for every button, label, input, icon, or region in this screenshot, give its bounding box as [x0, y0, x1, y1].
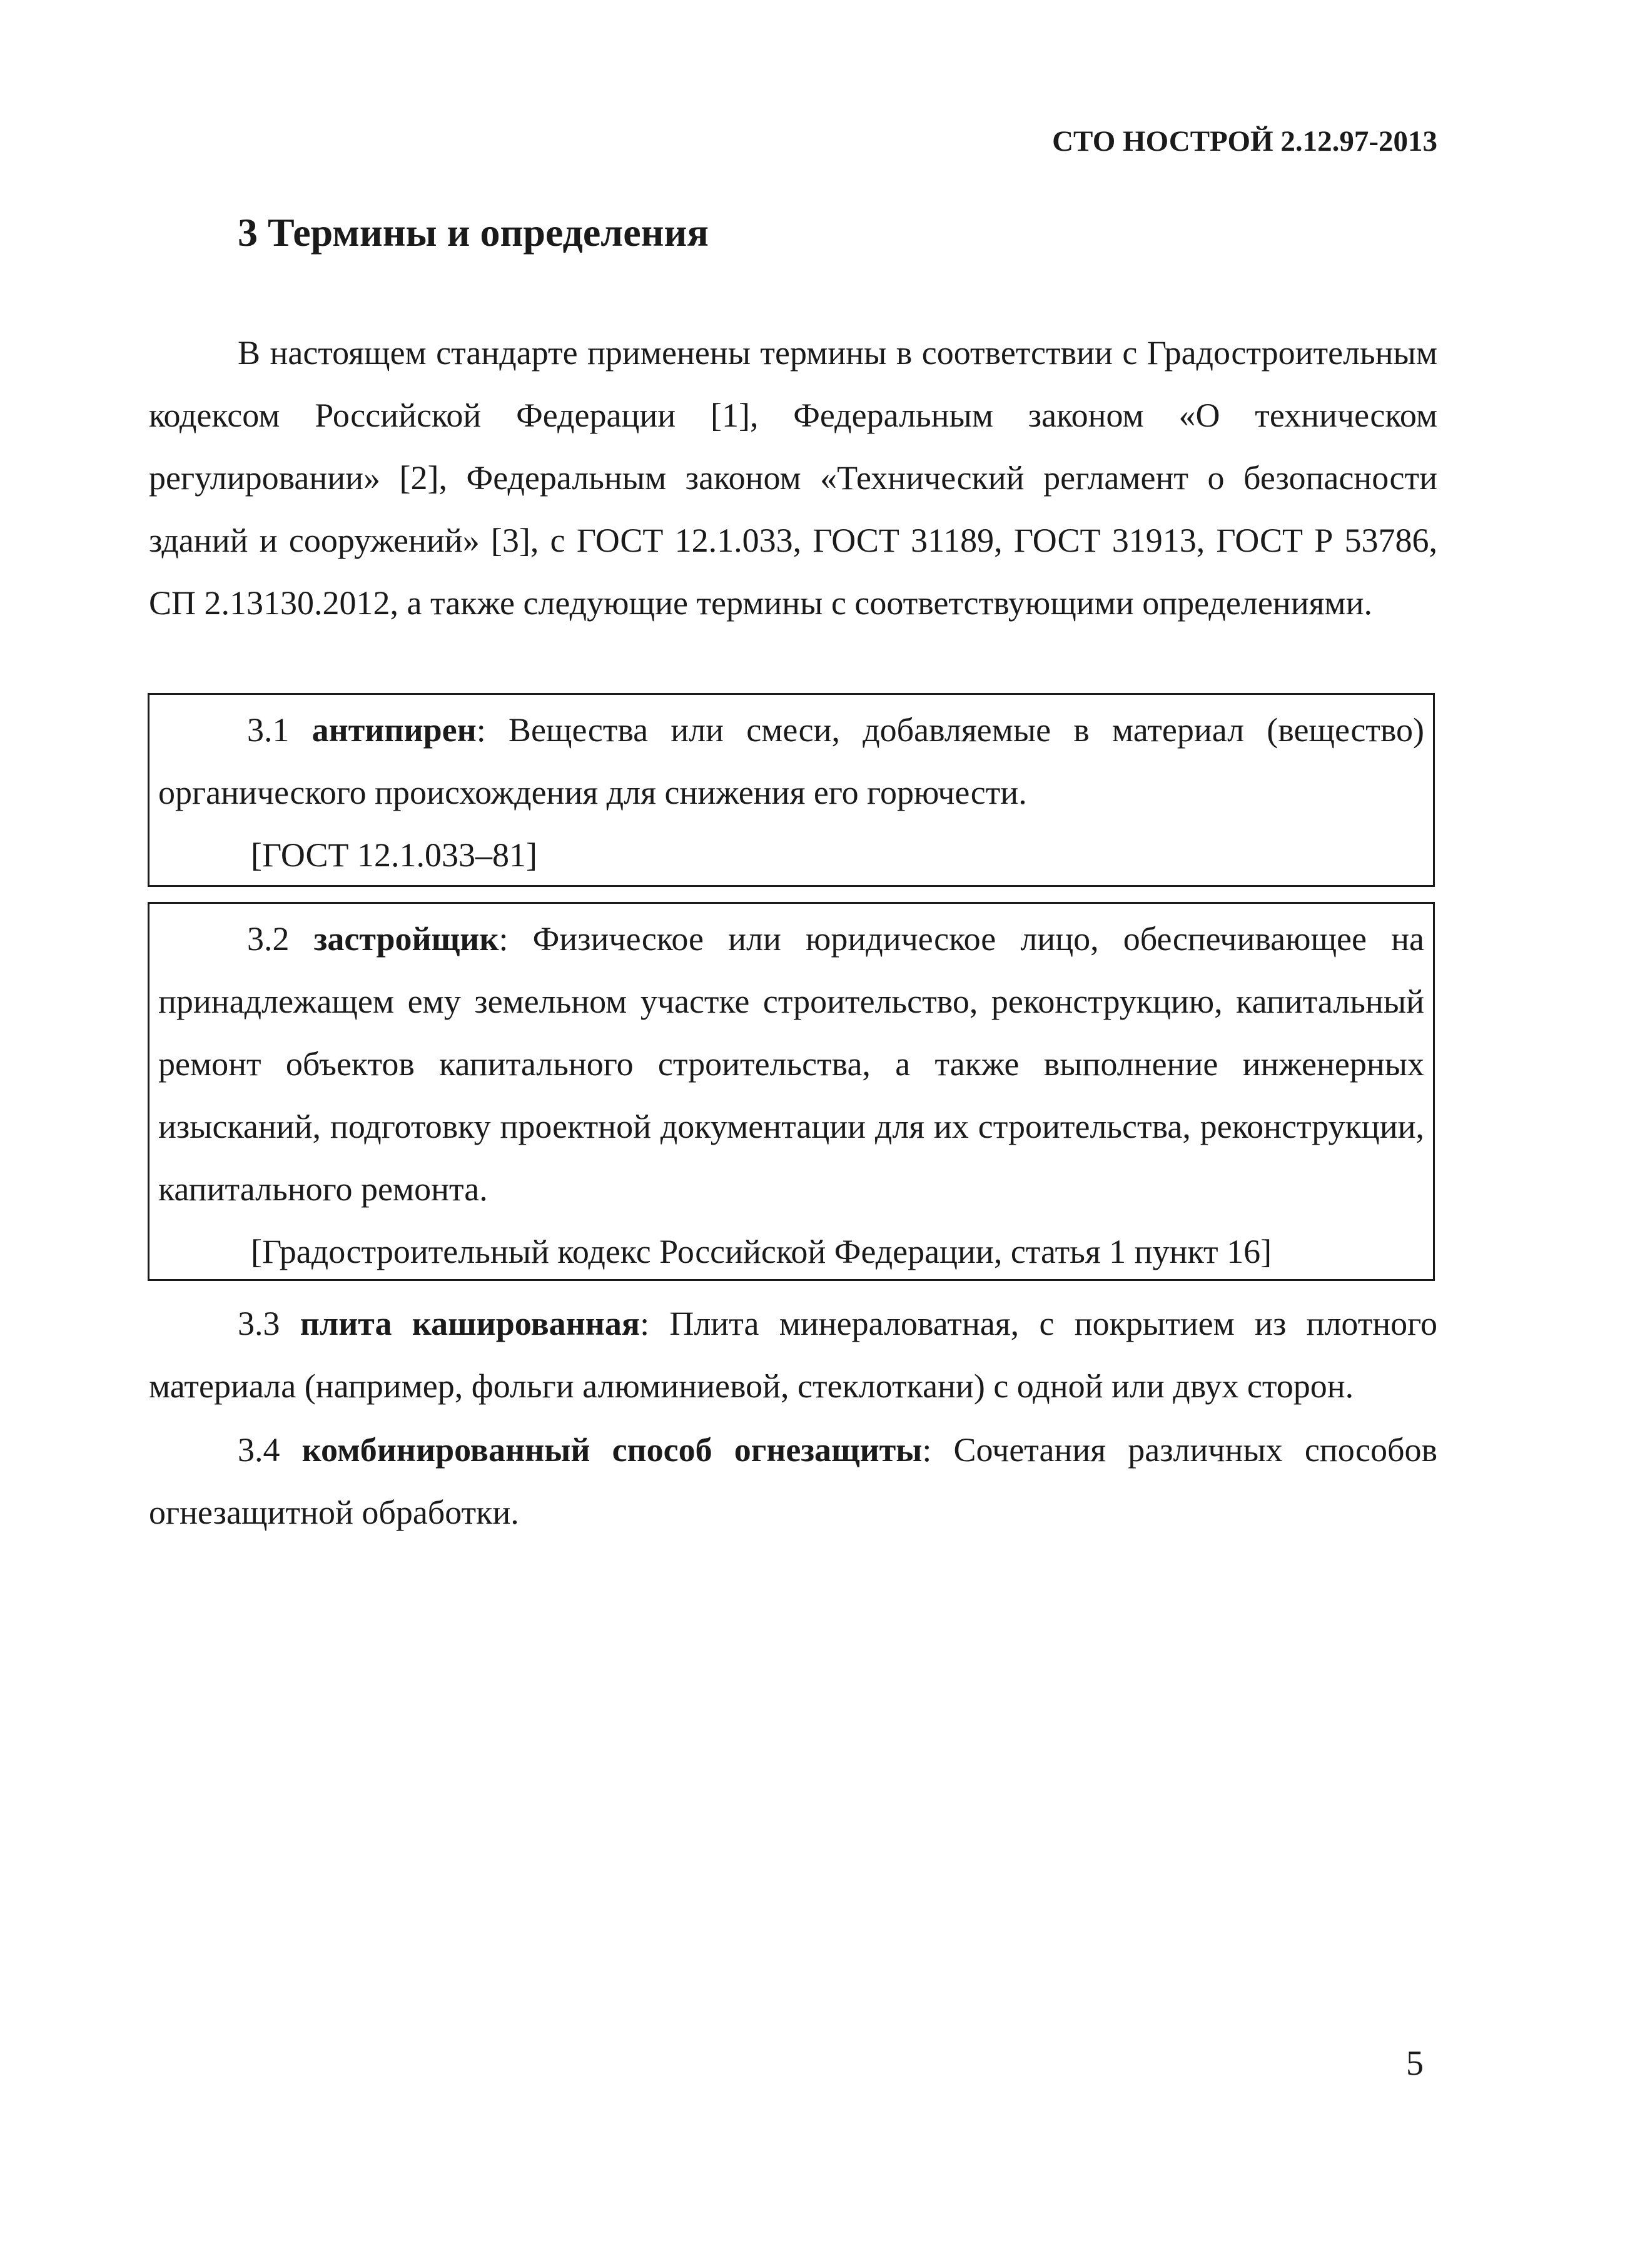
intro-paragraph: В настоящем стандарте применены термины в соответствии с Градостроительным кодексом Российской Федерации [1], Федеральным законом «О техническом регулировании» [2], Федеральным законом «Технический регламент о безопасности зданий и сооружений» [3], с ГОСТ 12.1.033, ГОСТ 31189, ГОСТ 31913, ГОСТ Р 53786, СП 2.13130.2012, а также следующие термины с соответствующими определениями.	[149, 334, 1437, 622]
term-definition-3-2	[149, 904, 1433, 1220]
term-name: антипирен	[311, 711, 477, 749]
term-definition: : Вещества или смеси, добавляемые в материал (вещество) органического происхождения для снижения его горючести.	[158, 711, 1424, 811]
term-number: 3.2	[247, 920, 290, 958]
term-definition: : Физическое или юридическое лицо, обеспечивающее на принадлежащем ему земельном участке строительство, реконструкцию, капитальный ремонт объектов капитального строительства, а также выполнение инженерных изысканий, подготовку проектной документации для их строительства, реконструкции, капитального ремонта.	[158, 920, 1424, 1208]
term-number: 3.4	[238, 1431, 280, 1469]
term-source: [ГОСТ 12.1.033–81]	[251, 836, 537, 874]
page-number: 5	[1406, 2044, 1424, 2083]
term-definition-3-4	[149, 1419, 1437, 1544]
term-name: комбинированный способ огнезащиты	[301, 1431, 923, 1469]
term-definition-3-1	[149, 695, 1433, 824]
term-number: 3.3	[238, 1305, 280, 1342]
term-source: [Градостроительный кодекс Российской Федерации, статья 1 пункт 16]	[251, 1233, 1272, 1270]
document-code-header: СТО НОСТРОЙ 2.12.97-2013	[1052, 125, 1437, 158]
term-box-antipiren	[148, 693, 1435, 887]
term-definition: : Плита минераловатная, с покрытием из плотного материала (например, фольги алюминиевой, стеклоткани) с одной или двух сторон.	[149, 1305, 1437, 1405]
term-number: 3.1	[247, 711, 290, 749]
section-title: 3 Термины и определения	[238, 210, 709, 255]
term-definition-3-3	[149, 1292, 1437, 1417]
term-definition: : Сочетания различных способов огнезащитной обработки.	[149, 1431, 1437, 1531]
term-name: застройщик	[313, 920, 499, 958]
term-box-zastroyshchik	[148, 902, 1435, 1281]
term-name: плита кашированная	[300, 1305, 640, 1342]
